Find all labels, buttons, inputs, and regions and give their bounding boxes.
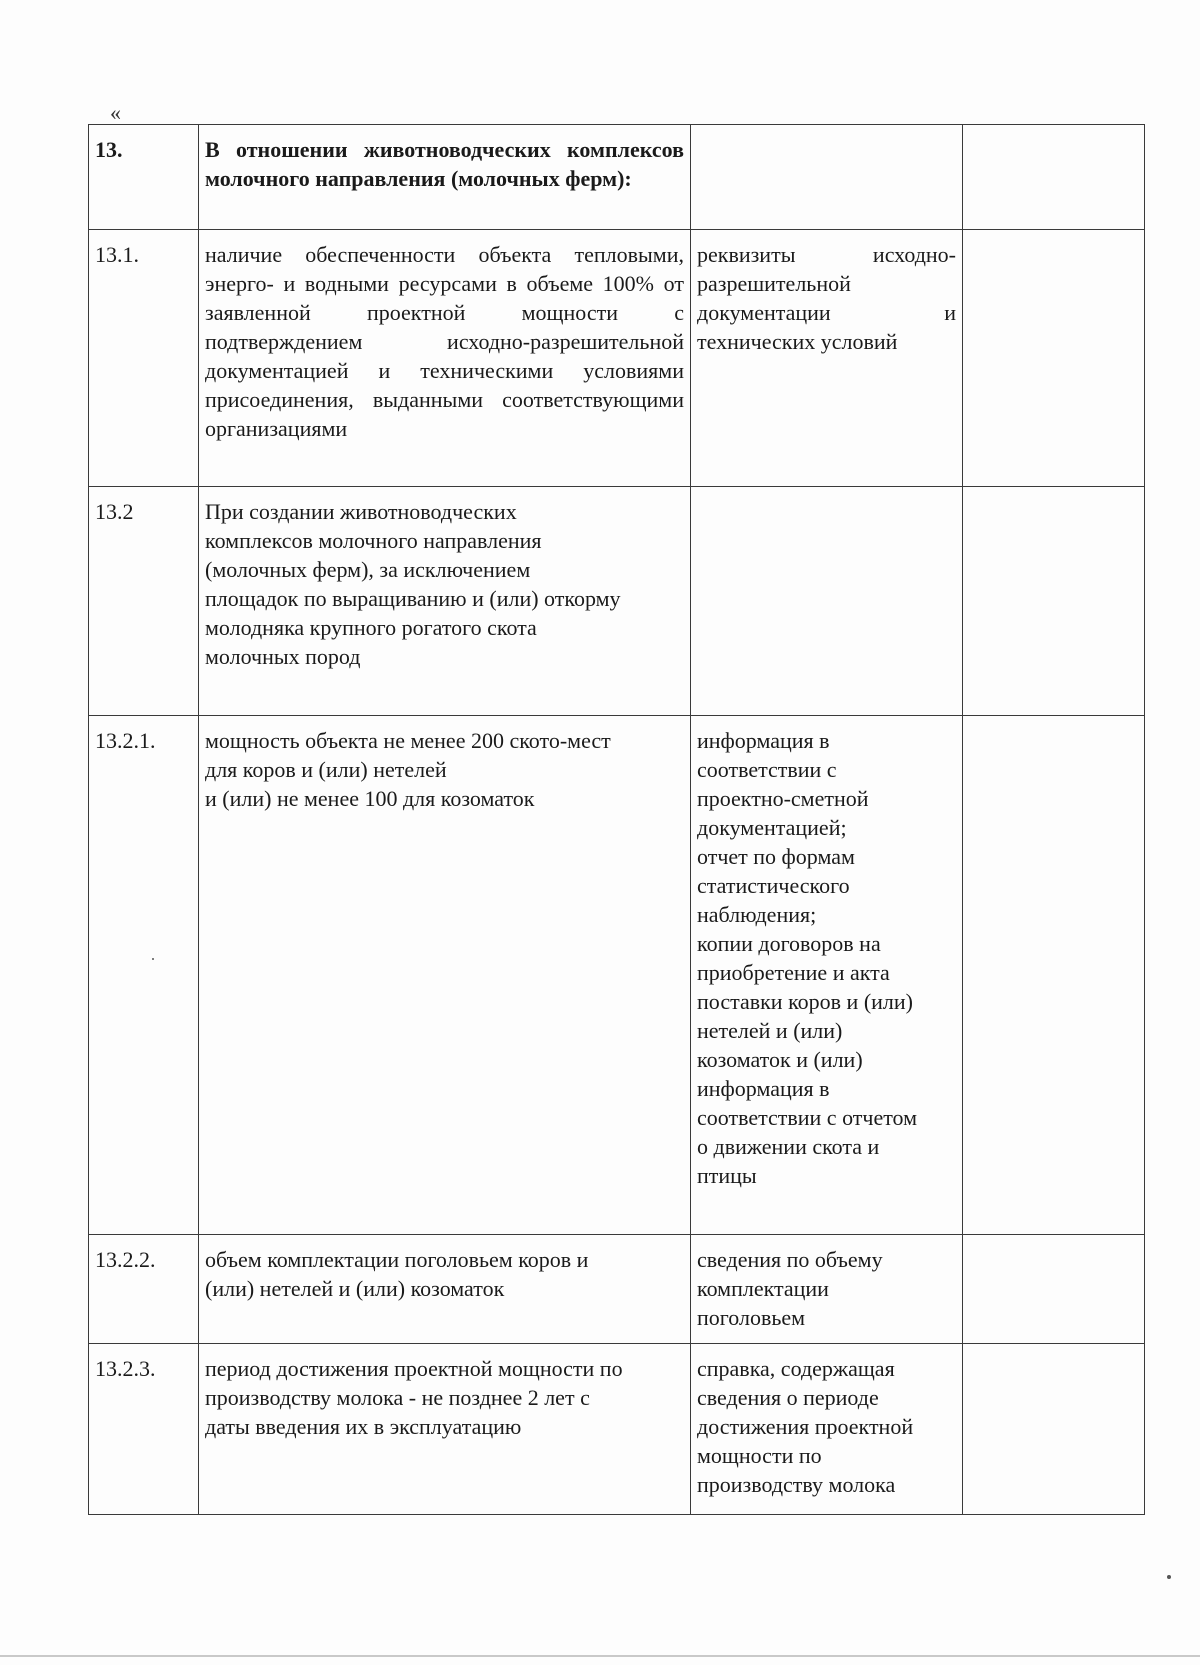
row-number: 13.1. bbox=[89, 230, 199, 487]
documents-line: нетелей и (или) bbox=[697, 1018, 843, 1043]
documents-line: соответствии с bbox=[697, 757, 837, 782]
description-line: комплексов молочного направления bbox=[205, 528, 542, 553]
row-number: 13. bbox=[89, 125, 199, 230]
description-line: При создании животноводческих bbox=[205, 499, 517, 524]
documents-line: о движении скота и bbox=[697, 1134, 880, 1159]
description-line: (молочных ферм), за исключением bbox=[205, 557, 531, 582]
documents-line: сведения по объему bbox=[697, 1247, 883, 1272]
row-description bbox=[199, 487, 691, 716]
row-description bbox=[199, 1344, 691, 1515]
row-extra bbox=[963, 125, 1145, 230]
documents-line: информация в bbox=[697, 1076, 830, 1101]
row-extra bbox=[963, 1344, 1145, 1515]
row-number: 13.2 bbox=[89, 487, 199, 716]
description-line: и (или) не менее 100 для козоматок bbox=[205, 786, 535, 811]
scan-speck bbox=[1167, 1575, 1171, 1579]
header-mark: « bbox=[110, 100, 121, 125]
table-row bbox=[89, 487, 1145, 716]
row-number: 13.2.1. bbox=[89, 716, 199, 1235]
scan-edge-line bbox=[0, 1655, 1200, 1657]
documents-line: наблюдения; bbox=[697, 902, 817, 927]
row-extra bbox=[963, 716, 1145, 1235]
documents-line: достижения проектной bbox=[697, 1414, 914, 1439]
description-line: производству молока - не позднее 2 лет с bbox=[205, 1385, 590, 1410]
requirements-table bbox=[88, 124, 1145, 1515]
documents-line: козоматок и (или) bbox=[697, 1047, 863, 1072]
description-line: даты введения их в эксплуатацию bbox=[205, 1414, 522, 1439]
row-documents: реквизиты исходно-разрешительной документации и технических условий bbox=[691, 230, 963, 487]
documents-line: производству молока bbox=[697, 1472, 896, 1497]
description-line: молочных пород bbox=[205, 644, 361, 669]
documents-line: документацией; bbox=[697, 815, 847, 840]
row-documents bbox=[691, 125, 963, 230]
table-row bbox=[89, 230, 1145, 487]
documents-line: информация в bbox=[697, 728, 830, 753]
description-line: мощность объекта не менее 200 ското-мест bbox=[205, 728, 611, 753]
row-extra bbox=[963, 487, 1145, 716]
row-description bbox=[199, 1235, 691, 1344]
documents-line: птицы bbox=[697, 1163, 757, 1188]
documents-line: справка, содержащая bbox=[697, 1356, 895, 1381]
row-description: наличие обеспеченности объекта тепловыми, энерго- и водными ресурсами в объеме 100% от заявленной проектной мощности с подтверждением исходно-разрешительной документацией и техническими условиями присоединения, выданными соответствующими организациями bbox=[199, 230, 691, 487]
row-documents bbox=[691, 716, 963, 1235]
documents-line: поставки коров и (или) bbox=[697, 989, 913, 1014]
row-documents bbox=[691, 1344, 963, 1515]
description-line: для коров и (или) нетелей bbox=[205, 757, 447, 782]
table-row bbox=[89, 1344, 1145, 1515]
table-row bbox=[89, 1235, 1145, 1344]
row-number: 13.2.2. bbox=[89, 1235, 199, 1344]
description-line: площадок по выращиванию и (или) откорму bbox=[205, 586, 621, 611]
documents-line: статистического bbox=[697, 873, 850, 898]
documents-line: поголовьем bbox=[697, 1305, 806, 1330]
scan-speck bbox=[152, 958, 154, 960]
row-description bbox=[199, 716, 691, 1235]
documents-line: отчет по формам bbox=[697, 844, 855, 869]
row-extra bbox=[963, 1235, 1145, 1344]
row-extra bbox=[963, 230, 1145, 487]
row-documents bbox=[691, 1235, 963, 1344]
row-documents bbox=[691, 487, 963, 716]
table-row bbox=[89, 716, 1145, 1235]
documents-line: сведения о периоде bbox=[697, 1385, 879, 1410]
documents-line: копии договоров на bbox=[697, 931, 881, 956]
description-line: объем комплектации поголовьем коров и bbox=[205, 1247, 589, 1272]
documents-line: комплектации bbox=[697, 1276, 829, 1301]
documents-line: соответствии с отчетом bbox=[697, 1105, 918, 1130]
description-line: (или) нетелей и (или) козоматок bbox=[205, 1276, 505, 1301]
description-line: период достижения проектной мощности по bbox=[205, 1356, 623, 1381]
row-description: В отношении животноводческих комплексов молочного направления (молочных ферм): bbox=[199, 125, 691, 230]
row-number: 13.2.3. bbox=[89, 1344, 199, 1515]
documents-line: проектно-сметной bbox=[697, 786, 869, 811]
table-row bbox=[89, 125, 1145, 230]
documents-line: приобретение и акта bbox=[697, 960, 890, 985]
description-line: молодняка крупного рогатого скота bbox=[205, 615, 537, 640]
documents-line: мощности по bbox=[697, 1443, 822, 1468]
